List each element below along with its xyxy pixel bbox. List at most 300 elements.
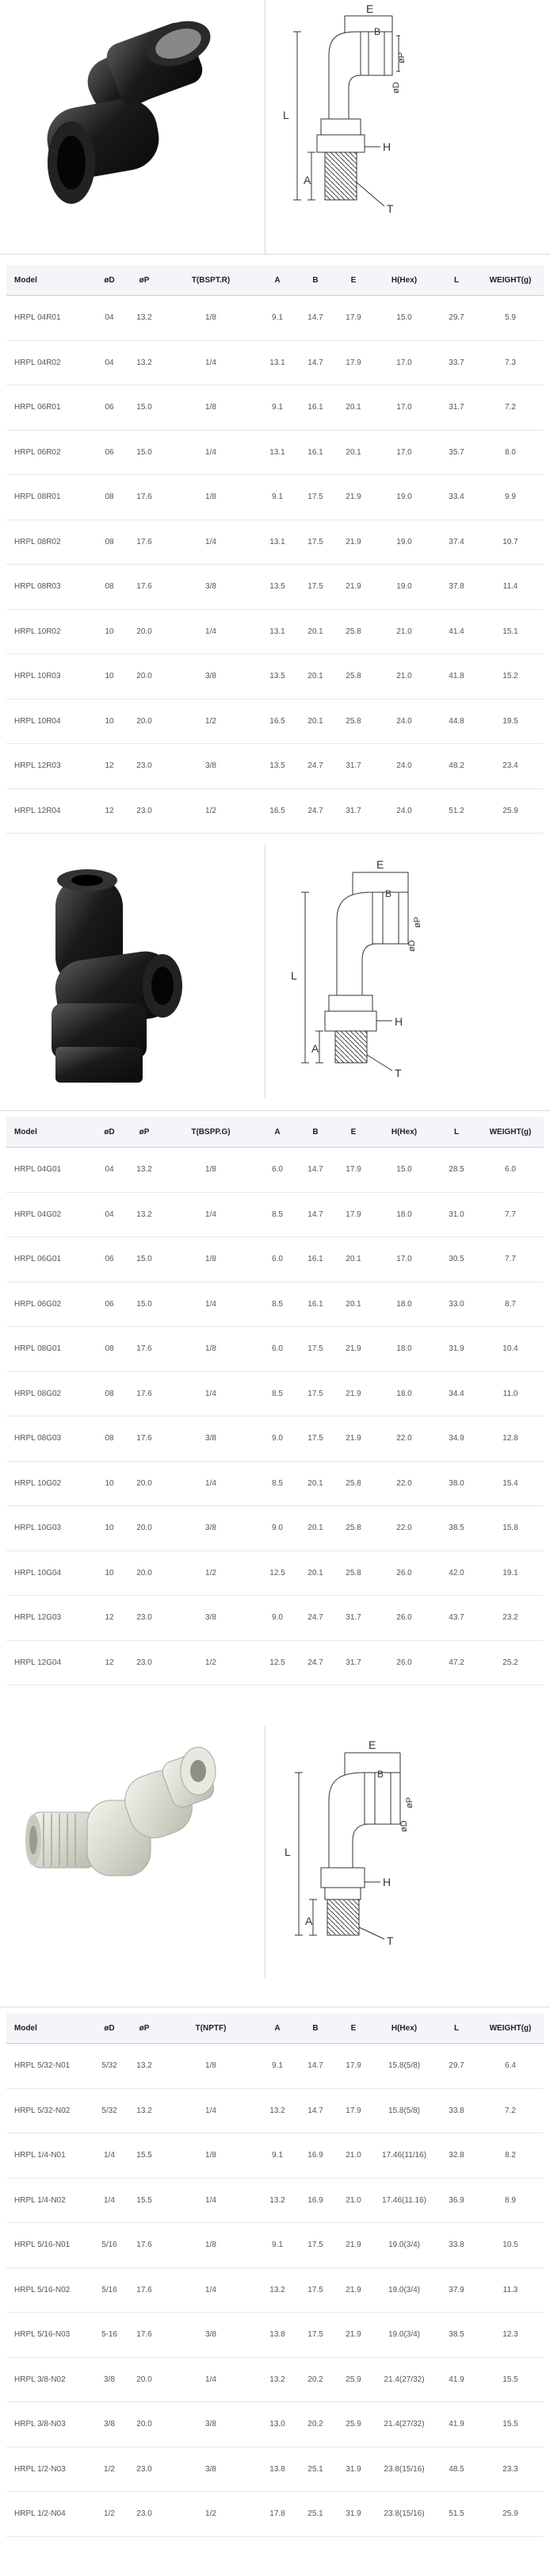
column-header: T(BSPP.G) [163, 1117, 258, 1148]
spec-cell: 12 [94, 744, 125, 789]
spec-cell: 14.7 [296, 1148, 334, 1193]
spec-cell: 17.9 [334, 1148, 372, 1193]
spec-cell: 3/8 [163, 565, 258, 610]
table-row [6, 609, 544, 654]
spec-cell: 7.2 [477, 385, 544, 431]
model-cell: HRPL 08R02 [6, 519, 94, 565]
spec-cell: 38.5 [436, 1506, 477, 1551]
spec-cell: 17.6 [125, 1327, 163, 1372]
dim-label-a: A [304, 174, 311, 186]
spec-cell: 9.1 [258, 2223, 296, 2268]
spec-cell: 24.0 [372, 699, 436, 744]
spec-cell: 1/4 [163, 2267, 258, 2313]
spec-cell: 15.8(5/8) [372, 2088, 436, 2133]
spec-cell: 20.0 [125, 1461, 163, 1506]
dim-label-e: E [369, 1738, 376, 1751]
spec-cell: 25.8 [334, 699, 372, 744]
spec-cell: 18.0 [372, 1282, 436, 1327]
spec-cell: 24.7 [296, 744, 334, 789]
spec-cell: 1/2 [94, 2492, 125, 2537]
table-row [6, 1506, 544, 1551]
spec-cell: 16.1 [296, 1282, 334, 1327]
spec-cell: 17.0 [372, 1237, 436, 1282]
spec-cell: 19.0(3/4) [372, 2267, 436, 2313]
spec-cell: 47.2 [436, 1640, 477, 1685]
spec-cell: 13.2 [258, 2178, 296, 2223]
table-row [6, 699, 544, 744]
spec-cell: 9.9 [477, 475, 544, 520]
spec-cell: 1/8 [163, 2044, 258, 2089]
spec-cell: 16.1 [296, 385, 334, 431]
spec-cell: 17.9 [334, 296, 372, 341]
spec-cell: 5/32 [94, 2088, 125, 2133]
column-header: H(Hex) [372, 2013, 436, 2044]
dim-label-b: B [385, 888, 392, 899]
model-cell: HRPL 5/32-N01 [6, 2044, 94, 2089]
spec-cell: 25.1 [296, 2447, 334, 2492]
dim-label-d: øD [399, 1820, 409, 1832]
spec-cell: 1/2 [163, 699, 258, 744]
spec-cell: 11.0 [477, 1371, 544, 1416]
spec-cell: 23.0 [125, 2492, 163, 2537]
spec-cell: 51.5 [436, 2492, 477, 2537]
spec-cell: 9.1 [258, 2133, 296, 2179]
spec-cell: 19.0 [372, 565, 436, 610]
spec-cell: 37.4 [436, 519, 477, 565]
column-header: B [296, 2013, 334, 2044]
spec-cell: 8.5 [258, 1461, 296, 1506]
spec-cell: 33.8 [436, 2088, 477, 2133]
spec-cell: 8.2 [477, 2133, 544, 2179]
column-header: A [258, 1117, 296, 1148]
spec-cell: 9.1 [258, 2044, 296, 2089]
spec-cell: 20.1 [334, 385, 372, 431]
spec-cell: 1/8 [163, 296, 258, 341]
spec-cell: 20.0 [125, 2402, 163, 2448]
table-row [6, 385, 544, 431]
spec-cell: 17.0 [372, 340, 436, 385]
spec-cell: 17.5 [296, 2267, 334, 2313]
spec-cell: 17.6 [125, 519, 163, 565]
dim-label-h: H [395, 1015, 403, 1028]
table-row [6, 1416, 544, 1462]
spec-cell: 13.8 [258, 2313, 296, 2358]
spec-cell: 23.0 [125, 1640, 163, 1685]
spec-cell: 17.9 [334, 340, 372, 385]
column-header: L [436, 1117, 477, 1148]
spec-cell: 30.5 [436, 1237, 477, 1282]
spec-cell: 3/8 [94, 2357, 125, 2402]
model-cell: HRPL 10G04 [6, 1551, 94, 1596]
spec-cell: 1/2 [163, 1551, 258, 1596]
spec-cell: 13.2 [258, 2088, 296, 2133]
spec-cell: 21.9 [334, 2313, 372, 2358]
model-cell: HRPL 08R01 [6, 475, 94, 520]
technical-drawing-nptf [273, 1725, 543, 1979]
spec-cell: 13.5 [258, 654, 296, 700]
spec-cell: 17.5 [296, 1327, 334, 1372]
dim-label-p: øP [397, 52, 407, 63]
dim-label-d: øD [391, 82, 401, 94]
spec-cell: 12.5 [258, 1551, 296, 1596]
spec-cell: 23.0 [125, 2447, 163, 2492]
table-row [6, 296, 544, 341]
dim-label-l: L [285, 1846, 291, 1858]
table-row [6, 2133, 544, 2179]
spec-cell: 11.3 [477, 2267, 544, 2313]
spec-cell: 17.6 [125, 2223, 163, 2268]
spec-cell: 13.2 [125, 340, 163, 385]
spec-cell: 31.9 [334, 2447, 372, 2492]
spec-cell: 15.5 [477, 2357, 544, 2402]
spec-cell: 17.5 [296, 519, 334, 565]
spec-cell: 15.0 [125, 1237, 163, 1282]
spec-cell: 9.0 [258, 1596, 296, 1641]
column-header: A [258, 265, 296, 296]
spec-cell: 31.0 [436, 1192, 477, 1237]
spec-cell: 21.4(27/32) [372, 2402, 436, 2448]
column-header: WEIGHT(g) [477, 265, 544, 296]
spec-cell: 17.9 [334, 1192, 372, 1237]
spec-cell: 24.7 [296, 788, 334, 834]
spec-cell: 17.5 [296, 475, 334, 520]
spec-cell: 29.7 [436, 2044, 477, 2089]
spec-cell: 41.9 [436, 2357, 477, 2402]
spec-cell: 6.0 [258, 1327, 296, 1372]
spec-cell: 15.1 [477, 609, 544, 654]
spec-cell: 25.2 [477, 1640, 544, 1685]
spec-cell: 1/4 [163, 519, 258, 565]
spec-cell: 1/8 [163, 475, 258, 520]
spec-cell: 20.1 [296, 1506, 334, 1551]
spec-cell: 04 [94, 1148, 125, 1193]
spec-cell: 1/8 [163, 385, 258, 431]
spec-cell: 13.2 [258, 2267, 296, 2313]
spec-cell: 14.7 [296, 2044, 334, 2089]
spec-cell: 13.1 [258, 609, 296, 654]
spec-cell: 1/4 [163, 1192, 258, 1237]
table-header-row [6, 265, 544, 296]
spec-cell: 14.7 [296, 2088, 334, 2133]
spec-cell: 20.2 [296, 2402, 334, 2448]
spec-cell: 17.5 [296, 2313, 334, 2358]
model-cell: HRPL 12G04 [6, 1640, 94, 1685]
spec-cell: 15.8 [477, 1506, 544, 1551]
spec-cell: 18.0 [372, 1327, 436, 1372]
dim-label-e: E [366, 2, 374, 15]
table-row [6, 1192, 544, 1237]
spec-cell: 10 [94, 654, 125, 700]
spec-cell: 20.0 [125, 699, 163, 744]
spec-cell: 25.9 [334, 2357, 372, 2402]
column-header: L [436, 2013, 477, 2044]
spec-cell: 13.1 [258, 519, 296, 565]
column-header: øD [94, 2013, 125, 2044]
spec-cell: 21.9 [334, 2223, 372, 2268]
spec-cell: 06 [94, 430, 125, 475]
spec-cell: 1/4 [163, 1282, 258, 1327]
spec-cell: 15.2 [477, 654, 544, 700]
table-row [6, 2447, 544, 2492]
spec-cell: 1/4 [163, 2178, 258, 2223]
spec-cell: 24.7 [296, 1596, 334, 1641]
spec-cell: 44.8 [436, 699, 477, 744]
model-cell: HRPL 3/8-N03 [6, 2402, 94, 2448]
spec-cell: 6.0 [258, 1148, 296, 1193]
spec-cell: 21.4(27/32) [372, 2357, 436, 2402]
spec-cell: 38.0 [436, 1461, 477, 1506]
spec-cell: 20.0 [125, 654, 163, 700]
spec-cell: 8.5 [258, 1192, 296, 1237]
model-cell: HRPL 5/16-N02 [6, 2267, 94, 2313]
spec-cell: 20.0 [125, 609, 163, 654]
spec-cell: 08 [94, 519, 125, 565]
table-row [6, 2088, 544, 2133]
spec-cell: 32.8 [436, 2133, 477, 2179]
spec-cell: 13.2 [125, 296, 163, 341]
spec-cell: 13.2 [125, 2044, 163, 2089]
spec-cell: 24.0 [372, 788, 436, 834]
spec-cell: 20.0 [125, 1506, 163, 1551]
dim-label-l: L [283, 109, 289, 121]
spec-cell: 21.9 [334, 1416, 372, 1462]
spec-cell: 20.1 [334, 1282, 372, 1327]
spec-cell: 1/2 [163, 1640, 258, 1685]
spec-cell: 3/8 [163, 1506, 258, 1551]
spec-cell: 21.0 [334, 2133, 372, 2179]
table-row [6, 788, 544, 834]
model-cell: HRPL 10R03 [6, 654, 94, 700]
model-cell: HRPL 06R02 [6, 430, 94, 475]
product-photo-black-elbow-bspt [0, 0, 262, 254]
spec-cell: 21.9 [334, 1371, 372, 1416]
table-header-row [6, 2013, 544, 2044]
model-cell: HRPL 08G03 [6, 1416, 94, 1462]
column-header: WEIGHT(g) [477, 1117, 544, 1148]
spec-cell: 20.1 [334, 1237, 372, 1282]
spec-table-bspp [6, 1117, 544, 1685]
spec-cell: 10.5 [477, 2223, 544, 2268]
spec-cell: 20.1 [296, 1461, 334, 1506]
spec-cell: 13.2 [125, 2088, 163, 2133]
spec-cell: 1/2 [163, 2492, 258, 2537]
spec-cell: 3/8 [163, 2402, 258, 2448]
spec-cell: 17.9 [334, 2044, 372, 2089]
section-1-header [0, 0, 550, 254]
spec-cell: 10 [94, 1461, 125, 1506]
spec-cell: 23.3 [477, 2447, 544, 2492]
table-row [6, 1640, 544, 1685]
spec-cell: 1/8 [163, 2133, 258, 2179]
table-row [6, 654, 544, 700]
spec-cell: 17.9 [334, 2088, 372, 2133]
dim-label-d: øD [407, 940, 417, 952]
spec-cell: 28.5 [436, 1148, 477, 1193]
spec-cell: 04 [94, 1192, 125, 1237]
table-row [6, 1596, 544, 1641]
table-row [6, 1461, 544, 1506]
spec-cell: 26.0 [372, 1551, 436, 1596]
spec-cell: 6.4 [477, 2044, 544, 2089]
spec-cell: 3/8 [163, 2447, 258, 2492]
spec-cell: 21.9 [334, 519, 372, 565]
spec-cell: 15.0 [125, 430, 163, 475]
model-cell: HRPL 04R02 [6, 340, 94, 385]
spec-cell: 23.4 [477, 744, 544, 789]
dim-label-a: A [305, 1915, 313, 1927]
spec-cell: 13.0 [258, 2402, 296, 2448]
model-cell: HRPL 5/32-N02 [6, 2088, 94, 2133]
spec-cell: 23.8(15/16) [372, 2447, 436, 2492]
model-cell: HRPL 12R03 [6, 744, 94, 789]
spec-cell: 9.1 [258, 296, 296, 341]
section-rule [0, 1110, 550, 1111]
column-header: øP [125, 265, 163, 296]
spec-cell: 20.1 [296, 1551, 334, 1596]
spec-cell: 21.0 [334, 2178, 372, 2223]
model-cell: HRPL 10G03 [6, 1506, 94, 1551]
section-3-header [0, 1725, 550, 1979]
spec-cell: 13.2 [125, 1192, 163, 1237]
spec-cell: 16.5 [258, 788, 296, 834]
dim-label-e: E [376, 858, 384, 871]
product-photo-white-elbow-nptf [0, 1725, 262, 1979]
column-header: E [334, 265, 372, 296]
spec-cell: 20.2 [296, 2357, 334, 2402]
spec-cell: 41.8 [436, 654, 477, 700]
spec-cell: 10.4 [477, 1327, 544, 1372]
spec-cell: 13.2 [125, 1148, 163, 1193]
table-row [6, 340, 544, 385]
spec-cell: 20.1 [296, 654, 334, 700]
spec-cell: 3/8 [163, 654, 258, 700]
model-cell: HRPL 10G02 [6, 1461, 94, 1506]
column-header: øP [125, 2013, 163, 2044]
model-cell: HRPL 1/2-N04 [6, 2492, 94, 2537]
column-header: øD [94, 265, 125, 296]
table-row [6, 2044, 544, 2089]
table-header-row [6, 1117, 544, 1148]
table-row [6, 430, 544, 475]
spec-cell: 1/8 [163, 2223, 258, 2268]
spec-cell: 13.5 [258, 565, 296, 610]
spec-cell: 19.5 [477, 699, 544, 744]
section-rule [0, 254, 550, 255]
spec-cell: 15.8(5/8) [372, 2044, 436, 2089]
spec-cell: 25.9 [334, 2402, 372, 2448]
spec-cell: 04 [94, 296, 125, 341]
column-header: T(NPTF) [163, 2013, 258, 2044]
spec-cell: 18.0 [372, 1192, 436, 1237]
model-cell: HRPL 06G01 [6, 1237, 94, 1282]
column-header: E [334, 2013, 372, 2044]
spec-cell: 15.0 [125, 1282, 163, 1327]
spec-cell: 13.1 [258, 430, 296, 475]
spec-cell: 3/8 [163, 744, 258, 789]
spec-cell: 33.4 [436, 475, 477, 520]
model-cell: HRPL 06G02 [6, 1282, 94, 1327]
dim-label-t: T [387, 1934, 394, 1947]
spec-cell: 17.0 [372, 430, 436, 475]
table-row [6, 1551, 544, 1596]
spec-cell: 41.4 [436, 609, 477, 654]
model-cell: HRPL 12G03 [6, 1596, 94, 1641]
spec-cell: 31.7 [334, 788, 372, 834]
table-row [6, 519, 544, 565]
spec-cell: 25.8 [334, 1551, 372, 1596]
spec-cell: 23.2 [477, 1596, 544, 1641]
spec-cell: 15.0 [372, 1148, 436, 1193]
table-row [6, 2357, 544, 2402]
spec-cell: 19.0 [372, 475, 436, 520]
spec-cell: 10 [94, 1551, 125, 1596]
spec-cell: 31.9 [436, 1327, 477, 1372]
table-row [6, 744, 544, 789]
spec-cell: 17.6 [125, 2267, 163, 2313]
spec-cell: 14.7 [296, 1192, 334, 1237]
spec-cell: 1/4 [163, 1371, 258, 1416]
model-cell: HRPL 10R04 [6, 699, 94, 744]
spec-cell: 3/8 [163, 2313, 258, 2358]
table-row [6, 1148, 544, 1193]
spec-cell: 06 [94, 1282, 125, 1327]
spec-cell: 7.2 [477, 2088, 544, 2133]
spec-cell: 43.7 [436, 1596, 477, 1641]
spec-cell: 6.0 [477, 1148, 544, 1193]
spec-cell: 34.4 [436, 1371, 477, 1416]
table-row [6, 2313, 544, 2358]
spec-cell: 42.0 [436, 1551, 477, 1596]
technical-drawing-bspt [273, 0, 543, 254]
dim-label-b: B [377, 1769, 384, 1780]
spec-cell: 9.0 [258, 1506, 296, 1551]
dim-label-p: øP [405, 1796, 414, 1808]
spec-cell: 1/4 [163, 2357, 258, 2402]
model-cell: HRPL 06R01 [6, 385, 94, 431]
model-cell: HRPL 1/4-N01 [6, 2133, 94, 2179]
spec-cell: 31.9 [334, 2492, 372, 2537]
spec-cell: 06 [94, 1237, 125, 1282]
column-header: Model [6, 2013, 94, 2044]
spec-cell: 14.7 [296, 296, 334, 341]
column-header: øD [94, 1117, 125, 1148]
spec-table-bspt [6, 265, 544, 834]
spec-cell: 17.8 [258, 2492, 296, 2537]
spec-cell: 19.1 [477, 1551, 544, 1596]
spec-cell: 13.1 [258, 340, 296, 385]
spec-cell: 1/4 [163, 609, 258, 654]
dim-label-p: øP [413, 916, 422, 928]
spec-cell: 29.7 [436, 296, 477, 341]
spec-cell: 26.0 [372, 1640, 436, 1685]
spec-cell: 36.9 [436, 2178, 477, 2223]
spec-cell: 15.0 [125, 385, 163, 431]
spec-cell: 35.7 [436, 430, 477, 475]
column-header: Model [6, 265, 94, 296]
spec-cell: 23.0 [125, 788, 163, 834]
spec-cell: 23.0 [125, 744, 163, 789]
spec-cell: 21.9 [334, 1327, 372, 1372]
spec-cell: 48.2 [436, 744, 477, 789]
spec-cell: 25.9 [477, 788, 544, 834]
spec-cell: 17.46(11.16) [372, 2178, 436, 2223]
model-cell: HRPL 08G02 [6, 1371, 94, 1416]
table-row [6, 2223, 544, 2268]
spec-cell: 17.6 [125, 1416, 163, 1462]
spec-cell: 08 [94, 565, 125, 610]
table-row [6, 2178, 544, 2223]
spec-cell: 9.1 [258, 385, 296, 431]
